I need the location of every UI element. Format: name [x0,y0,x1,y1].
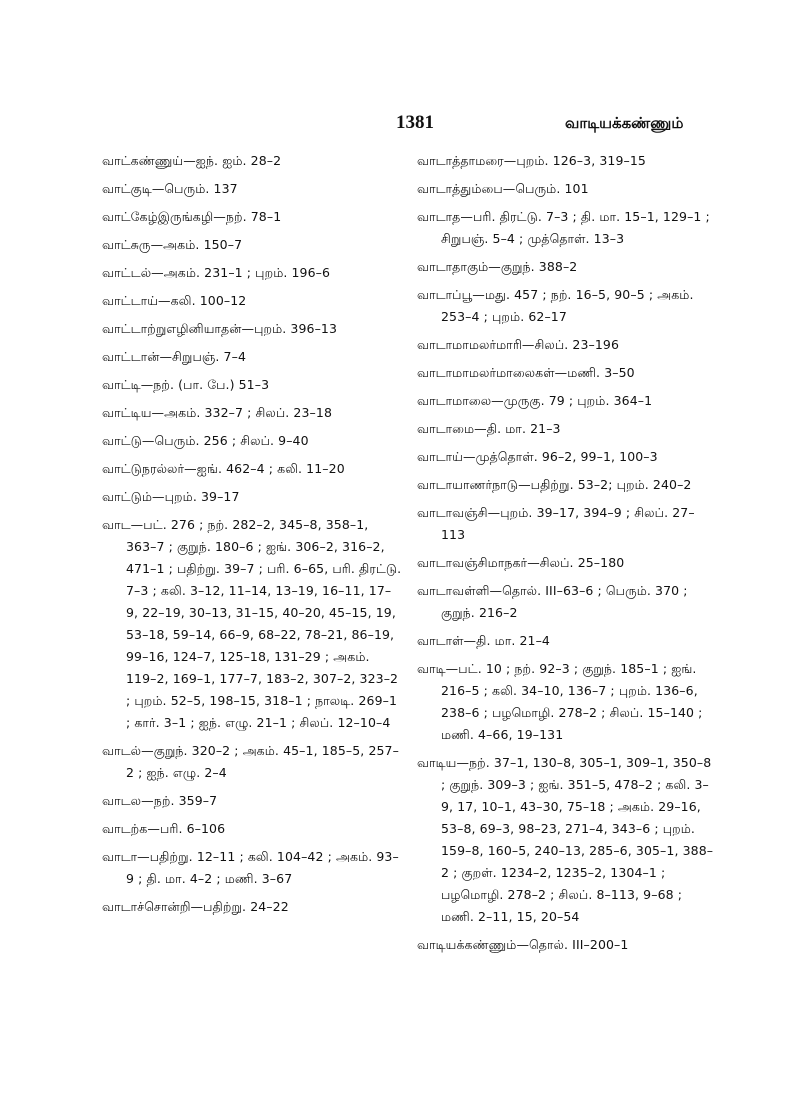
index-entry: வாடாப்பூ—மது. 457 ; நற். 16–5, 90–5 ; அகம். 253–4 ; புறம். 62–17 [417,287,694,324]
index-entry: வாடாச்சொன்றி—பதிற்று. 24–22 [102,899,289,914]
index-entry: வாட்டு—பெரும். 256 ; சிலப். 9–40 [102,433,309,448]
index-entry: வாட்டுநரல்லர்—ஐங். 462–4 ; கலி. 11–20 [102,461,345,476]
index-entry: வாடல—நற். 359–7 [102,793,218,808]
index-entry: வாடிய—நற். 37–1, 130–8, 305–1, 309–1, 350–8 ; குறுந். 309–3 ; ஐங். 351–5, 478–2 ; கலி. 3–9, 17, 10–1, 43–30, 75–18 ; அகம். 29–16, 53–8, 69–3, 98–23, 271–4, 343–6 ; புறம். 159–8, 160–5, 240–13, 285–6, 305–1, 388–2 ; குறள். 1234–2, 1235–2, 1304–1 ; பழமொழி. 278–2 ; சிலப். 8–113, 9–68 ; மணி. 2–11, 15, 20–54 [417,755,714,924]
index-entry: வாட்டும்—புறம். 39–17 [102,489,240,504]
index-entry: வாட்குடி—பெரும். 137 [102,181,238,196]
page-header [0,112,800,142]
index-entry: வாட்சுரு—அகம். 150–7 [102,237,243,252]
index-entry: வாடாவஞ்சிமாநகர்—சிலப். 25–180 [417,555,625,570]
index-entry: வாட்டி—நற். (பா. பே.) 51–3 [102,377,270,392]
index-entry: வாடல்—குறுந். 320–2 ; அகம். 45–1, 185–5, 257–2 ; ஐந். எழு. 2–4 [102,743,399,780]
index-entry: வாடா—பதிற்று. 12–11 ; கலி. 104–42 ; அகம். 93–9 ; தி. மா. 4–2 ; மணி. 3–67 [102,849,399,886]
index-entry: வாட்டான்—சிறுபஞ். 7–4 [102,349,247,364]
index-entry: வாடி—பட். 10 ; நற். 92–3 ; குறுந். 185–1 ; ஐங். 216–5 ; கலி. 34–10, 136–7 ; புறம். 136–6, 238–6 ; பழமொழி. 278–2 ; சிலப். 15–140 ; மணி. 4–66, 19–131 [417,661,703,742]
index-entry: வாட்டிய—அகம். 332–7 ; சிலப். 23–18 [102,405,332,420]
index-entry: வாடாத்தாமரை—புறம். 126–3, 319–15 [417,153,646,168]
index-entry: வாடாமாமலர்மாரி—சிலப். 23–196 [417,337,620,352]
index-entry: வாடாத—பரி. திரட்டு. 7–3 ; தி. மா. 15–1, 129–1 ; சிறுபஞ். 5–4 ; முத்தொள். 13–3 [417,209,710,246]
index-entry: வாட—பட். 276 ; நற். 282–2, 345–8, 358–1, 363–7 ; குறுந். 180–6 ; ஐங். 306–2, 316–2, 471–1 ; பதிற்று. 39–7 ; பரி. 6–65, பரி. திரட்டு. 7–3 ; கலி. 3–12, 11–14, 13–19, 16–11, 17–9, 22–19, 30–13, 31–15, 40–20, 45–15, 19, 53–18, 59–14, 66–9, 68–22, 78–21, 86–19, 99–16, 124–7, 125–18, 131–29 ; அகம். 119–2, 169–1, 177–7, 183–2, 307–2, 323–2 ; புறம். 52–5, 198–15, 318–1 ; நாலடி. 269–1 ; கார். 3–1 ; ஐந். எழு. 21–1 ; சிலப். 12–10–4 [102,517,402,730]
index-entry: வாடாதாகும்—குறுந். 388–2 [417,259,578,274]
index-entry: வாடியக்கண்ணும்—தொல். III–200–1 [417,937,629,952]
index-entry: வாடாமாமலர்மாலைகள்—மணி. 3–50 [417,365,635,380]
page-number: 1381 [396,112,434,133]
running-head: வாடியக்கண்ணும் [565,114,684,132]
index-entry: வாட்டாற்றுஎழினியாதன்—புறம். 396–13 [102,321,338,336]
index-entry: வாடாள்—தி. மா. 21–4 [417,633,550,648]
index-entry: வாட்டாய்—கலி. 100–12 [102,293,247,308]
index-entry: வாடாமை—தி. மா. 21–3 [417,421,561,436]
index-entry: வாடாவஞ்சி—புறம். 39–17, 394–9 ; சிலப். 27–113 [417,505,695,542]
right-column [417,150,717,962]
index-entry: வாடாத்தும்பை—பெரும். 101 [417,181,589,196]
index-entry: வாட்கேழ்இருங்கழி—நற். 78–1 [102,209,282,224]
left-column [102,150,402,924]
index-entry: வாட்கண்ணுய்—ஐந். ஐம். 28–2 [102,153,282,168]
index-entry: வாடாவள்ளி—தொல். III–63–6 ; பெரும். 370 ; குறுந். 216–2 [417,583,688,620]
index-entry: வாட்டல்—அகம். 231–1 ; புறம். 196–6 [102,265,331,280]
index-entry: வாடாமாலை—முருகு. 79 ; புறம். 364–1 [417,393,653,408]
index-entry: வாடாய்—முத்தொள். 96–2, 99–1, 100–3 [417,449,658,464]
index-entry: வாடாயாணர்நாடு—பதிற்று. 53–2; புறம். 240–2 [417,477,692,492]
index-entry: வாடற்க—பரி. 6–106 [102,821,226,836]
